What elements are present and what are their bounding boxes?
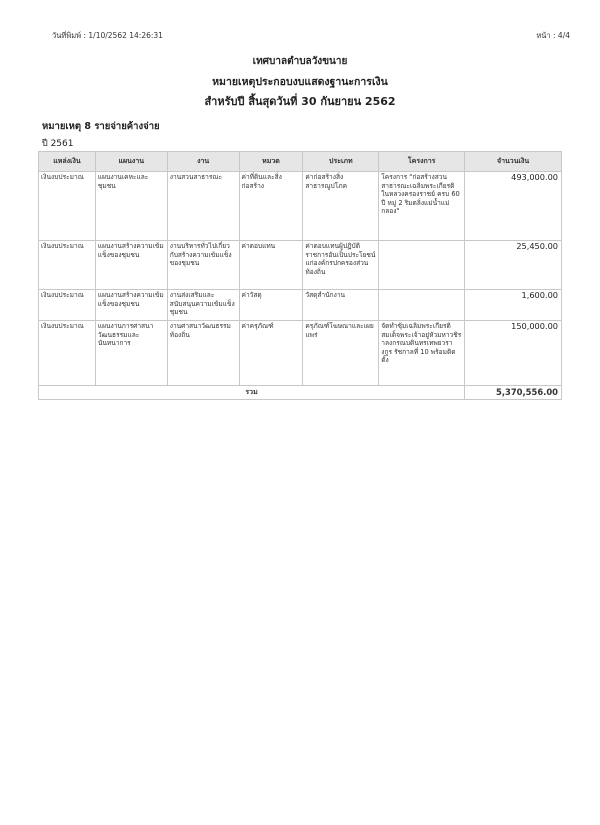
column-header-amount: จำนวนเงิน [465,152,562,172]
cell-plan: แผนงานเคหะและชุมชน [95,172,167,241]
cell-type: ครุภัณฑ์โฆษณาและเผยแพร่ [303,321,379,386]
cell-plan: แผนงานสร้างความเข้มแข็งของชุมชน [95,290,167,321]
cell-work: งานส่งเสริมและสนับสนุนความเข้มแข็งชุมชน [167,290,239,321]
cell-amount: 493,000.00 [465,172,562,241]
organization-name: เทศบาลตำบลวังขนาย [252,56,348,67]
table-row [39,321,562,386]
cell-amount: 1,600.00 [465,290,562,321]
column-header-source: แหล่งเงิน [39,152,96,172]
year-label: ปี 2561 [42,139,74,149]
cell-category: ค่าที่ดินและสิ่งก่อสร้าง [239,172,303,241]
document-title: หมายเหตุประกอบงบแสดงฐานะการเงิน [212,76,388,88]
table-row [39,290,562,321]
table-header-row [39,152,562,172]
cell-project [379,290,465,321]
cell-plan: แผนงานการศาสนาวัฒนธรรมและนันทนาการ [95,321,167,386]
document-header [0,52,600,112]
cell-project [379,241,465,290]
cell-work: งานศาสนาวัฒนธรรมท้องถิ่น [167,321,239,386]
cell-category: ค่าวัสดุ [239,290,303,321]
cell-type: ค่าก่อสร้างสิ่งสาธารณูปโภค [303,172,379,241]
column-header-work: งาน [167,152,239,172]
cell-source: เงินงบประมาณ [39,290,96,321]
cell-type: ค่าตอบแทนผู้ปฏิบัติราชการอันเป็นประโยชน์แก่องค์กรปกครองส่วนท้องถิ่น [303,241,379,290]
cell-amount: 25,450.00 [465,241,562,290]
cell-work: งานสวนสาธารณะ [167,172,239,241]
cell-project: จัดทำซุ้มเฉลิมพระเกียรติสมเด็จพระเจ้าอยู่หัวมหาวชิราลงกรณบดินทรเทพยวรางกูร รัชกาลที่ 10 พร้อมติดตั้ง [379,321,465,386]
note-title: หมายเหตุ 8 รายจ่ายค้างจ่าย [42,121,160,132]
cell-work: งานบริหารทั่วไปเกี่ยวกับสร้างความเข้มแข็งของชุมชน [167,241,239,290]
total-amount: 5,370,556.00 [465,386,562,400]
cell-source: เงินงบประมาณ [39,172,96,241]
page-number: หน้า : 4/4 [536,31,570,40]
cell-amount: 150,000.00 [465,321,562,386]
column-header-project: โครงการ [379,152,465,172]
cell-source: เงินงบประมาณ [39,321,96,386]
cell-type: วัสดุสำนักงาน [303,290,379,321]
cell-category: ค่าตอบแทน [239,241,303,290]
column-header-plan: แผนงาน [95,152,167,172]
column-header-type: ประเภท [303,152,379,172]
table-row [39,172,562,241]
table-row [39,241,562,290]
total-row [39,386,562,400]
print-date: วันที่พิมพ์ : 1/10/2562 14:26:31 [52,31,163,40]
column-header-category: หมวด [239,152,303,172]
total-label: รวม [39,386,465,400]
cell-source: เงินงบประมาณ [39,241,96,290]
reporting-period: สำหรับปี สิ้นสุดวันที่ 30 กันยายน 2562 [204,95,396,108]
accrued-expenses-table [38,151,562,400]
cell-project: โครงการ "ก่อสร้างสวนสาธารณะเฉลิมพระเกียรติในหลวงครองราชย์ ครบ 60 ปี หมู่ 2 ริมตลิ่งแม่น้ำแม่กลอง" [379,172,465,241]
cell-category: ค่าครุภัณฑ์ [239,321,303,386]
cell-plan: แผนงานสร้างความเข้มแข็งของชุมชน [95,241,167,290]
